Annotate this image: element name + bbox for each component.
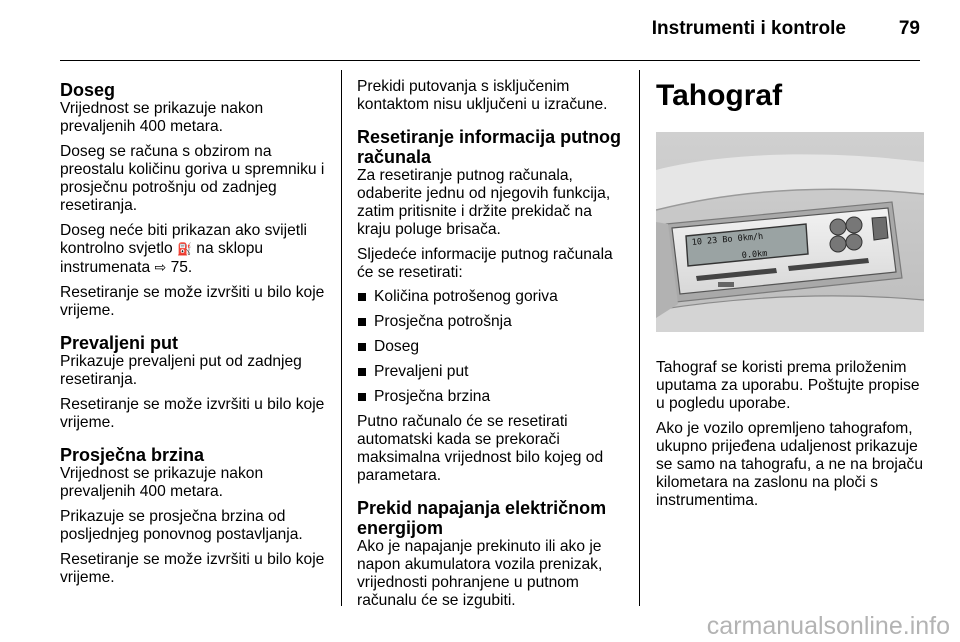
section-heading-prevaljeni-put: Prevaljeni put [60, 333, 179, 353]
paragraph: Tahograf se koristi prema priloženim uputama za uporabu. Poštujte propise u pogledu uporabe. [656, 359, 920, 412]
bullet-list [357, 288, 627, 406]
paragraph: Vrijednost se prikazuje nakon prevaljenih 400 metara. [60, 465, 264, 500]
column-divider [639, 70, 640, 606]
column-divider [341, 70, 342, 606]
chapter-heading-tahograf: Tahograf [656, 79, 783, 112]
paragraph-with-icons [60, 222, 332, 277]
paragraph: Prekidi putovanja s isključenim kontaktom nisu uključeni u izračune. [357, 78, 608, 113]
tachograph-photo [656, 132, 924, 332]
list-item [357, 388, 627, 406]
paragraph: Putno računalo će se resetirati automatski kada se prekorači maksimalna vrijednost bilo kojeg od parametara. [357, 413, 604, 484]
column-right [656, 78, 924, 517]
page-number: 79 [898, 18, 920, 39]
list-item-text: Količina potrošenog goriva [374, 288, 558, 305]
page-reference-link[interactable]: 75. [170, 259, 193, 276]
bullet-square-icon [358, 343, 366, 351]
section-heading-prekid-napajanja: Prekid napajanja električnom energijom [357, 498, 607, 538]
watermark: carmanualsonline.info [706, 612, 950, 640]
paragraph: Sljedeće informacije putnog računala će se resetirati: [357, 246, 613, 281]
paragraph: Doseg se računa s obzirom na preostalu količinu goriva u spremniku i prosječnu potrošnju od zadnjeg resetiranja. [60, 143, 325, 214]
text-span: Doseg neće biti prikazan ako svijetli kontrolno svjetlo [60, 222, 308, 257]
column-left [60, 78, 332, 594]
paragraph: Vrijednost se prikazuje nakon prevaljenih 400 metara. [60, 100, 264, 135]
section-heading-resetiranje: Resetiranje informacija putnog računala [357, 127, 622, 167]
list-item [357, 313, 627, 331]
list-item [357, 363, 627, 381]
header-rule [60, 60, 920, 61]
text-span: na sklopu instrumenata [60, 240, 264, 276]
tachograph-display-line2: 0.0km [741, 248, 768, 261]
paragraph: Za resetiranje putnog računala, odaberite jednu od njegovih funkcija, zatim pritisnite i držite prekidač na kraju poluge brisača. [357, 167, 611, 238]
paragraph: Resetiranje se može izvršiti u bilo koje vrijeme. [60, 284, 325, 319]
section-heading-prosjecna-brzina: Prosječna brzina [60, 445, 205, 465]
paragraph: Ako je vozilo opremljeno tahografom, ukupno prijeđena udaljenost prikazuje se samo na tahografu, a ne na brojaču kilometara na zaslonu na ploči s instrumentima. [656, 420, 924, 509]
list-item [357, 338, 627, 356]
tachograph-display-line1: 10 23 Bo 0km/h [691, 231, 764, 248]
list-item [357, 288, 627, 306]
fuel-warning-lamp-icon: ⛽ [177, 242, 192, 256]
list-item-text: Prosječna brzina [374, 388, 491, 405]
page-reference-icon: ⇨ [154, 259, 167, 275]
paragraph: Prikazuje prevaljeni put od zadnjeg resetiranja. [60, 353, 302, 388]
bullet-square-icon [358, 293, 366, 301]
bullet-square-icon [358, 393, 366, 401]
column-middle [357, 78, 627, 617]
list-item-text: Prosječna potrošnja [374, 313, 512, 330]
list-item-text: Doseg [374, 338, 420, 355]
paragraph: Prikazuje se prosječna brzina od posljednjeg ponovnog postavljanja. [60, 508, 303, 543]
paragraph: Ako je napajanje prekinuto ili ako je napon akumulatora vozila prenizak, vrijednosti pohranjene u putnom računalu će se izgubiti. [357, 538, 603, 609]
page-header-title: Instrumenti i kontrole [651, 18, 846, 39]
section-heading-doseg: Doseg [60, 80, 116, 100]
bullet-square-icon [358, 368, 366, 376]
paragraph: Resetiranje se može izvršiti u bilo koje vrijeme. [60, 551, 325, 586]
bullet-square-icon [358, 318, 366, 326]
paragraph: Resetiranje se može izvršiti u bilo koje vrijeme. [60, 396, 325, 431]
list-item-text: Prevaljeni put [374, 363, 469, 380]
